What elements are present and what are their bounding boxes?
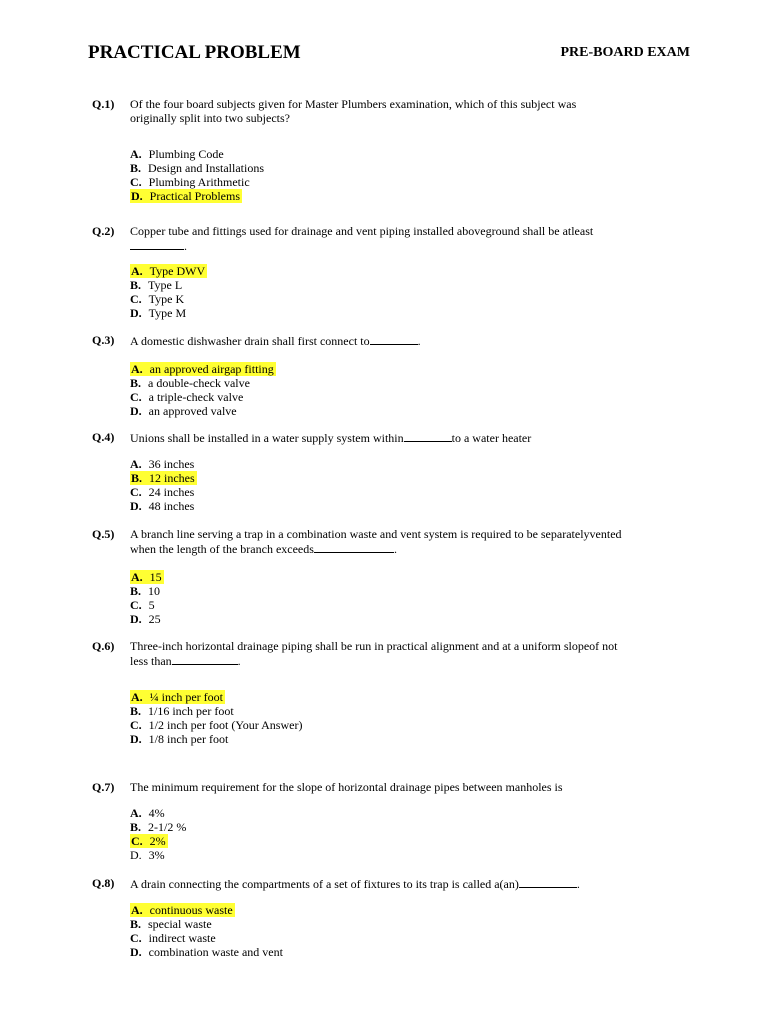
answer-options <box>130 903 652 959</box>
option-c-correct[interactable]: C. 2% <box>131 834 166 848</box>
question-5 <box>92 527 652 626</box>
question-text-line: less than . <box>130 654 241 668</box>
answer-blank <box>370 333 418 345</box>
option-d-correct[interactable]: D. Practical Problems <box>131 189 240 203</box>
answer-options <box>130 264 652 320</box>
question-text: Unions shall be installed in a water supply system within to a water heater <box>130 431 532 445</box>
question-1 <box>92 97 652 203</box>
option-a[interactable]: A. 4% <box>130 806 165 820</box>
answer-blank <box>404 430 452 442</box>
question-text <box>130 527 652 556</box>
question-4 <box>92 430 652 513</box>
question-number: Q.6) <box>92 639 115 653</box>
question-text-line: Of the four board subjects given for Master Plumbers examination, which of this subject was <box>130 97 577 111</box>
question-text <box>130 224 652 253</box>
option-a[interactable]: A. 36 inches <box>130 457 195 471</box>
answer-options <box>130 147 652 203</box>
option-b[interactable]: B. Type L <box>130 278 183 292</box>
question-text-line: Three-inch horizontal drainage piping shall be run in practical alignment and at a uniform slopeof not <box>130 639 618 653</box>
question-number: Q.7) <box>92 780 115 794</box>
question-text: A drain connecting the compartments of a set of fixtures to its trap is called a(an) . <box>130 877 580 891</box>
option-a-correct[interactable]: A. continuous waste <box>131 903 233 917</box>
option-d[interactable]: D. 3% <box>130 848 165 862</box>
question-6 <box>92 639 652 746</box>
option-d[interactable]: D. an approved valve <box>130 404 237 418</box>
answer-blank <box>130 238 184 250</box>
question-number: Q.5) <box>92 527 115 541</box>
option-c[interactable]: C. 5 <box>130 598 155 612</box>
page-title: PRACTICAL PROBLEM <box>88 42 301 63</box>
question-number: Q.3) <box>92 333 115 347</box>
option-d[interactable]: D. combination waste and vent <box>130 945 283 959</box>
option-b[interactable]: B. 10 <box>130 584 161 598</box>
question-text <box>130 97 652 125</box>
question-3 <box>92 333 652 418</box>
option-d[interactable]: D. Type M <box>130 306 187 320</box>
exam-label: PRE-BOARD EXAM <box>560 45 690 60</box>
question-text-line: . <box>130 238 652 253</box>
answer-blank <box>172 653 238 665</box>
option-c[interactable]: C. 24 inches <box>130 485 195 499</box>
answer-options <box>130 806 652 862</box>
option-a-correct[interactable]: A. Type DWV <box>131 264 206 278</box>
question-text-line: A branch line serving a trap in a combination waste and vent system is required to be separatelyvented <box>130 527 622 541</box>
option-b[interactable]: B. 1/16 inch per foot <box>130 704 234 718</box>
question-number: Q.2) <box>92 224 115 238</box>
question-2 <box>92 224 652 320</box>
answer-options <box>130 690 652 746</box>
answer-options <box>130 457 652 513</box>
option-a-correct[interactable]: A. ¼ inch per foot <box>131 690 223 704</box>
option-c[interactable]: C. Type K <box>130 292 185 306</box>
option-c[interactable]: C. a triple-check valve <box>130 390 244 404</box>
option-c[interactable]: C. indirect waste <box>130 931 216 945</box>
option-a-correct[interactable]: A. an approved airgap fitting <box>131 362 274 376</box>
answer-blank <box>519 876 577 888</box>
option-a-correct[interactable]: A. 15 <box>131 570 162 584</box>
option-c-your-answer[interactable]: C. 1/2 inch per foot (Your Answer) <box>130 718 303 732</box>
question-8 <box>92 876 652 959</box>
option-b[interactable]: B. a double-check valve <box>130 376 250 390</box>
option-b[interactable]: B. special waste <box>130 917 212 931</box>
answer-blank <box>314 541 394 553</box>
question-text: A domestic dishwasher drain shall first connect to . <box>130 334 421 348</box>
option-a[interactable]: A. Plumbing Code <box>130 147 224 161</box>
question-number: Q.4) <box>92 430 115 444</box>
option-b[interactable]: B. Design and Installations <box>130 161 264 175</box>
question-7 <box>92 780 652 862</box>
answer-options <box>130 570 652 626</box>
question-number: Q.1) <box>92 97 115 111</box>
option-c[interactable]: C. Plumbing Arithmetic <box>130 175 250 189</box>
question-text-line: originally split into two subjects? <box>130 111 290 125</box>
question-number: Q.8) <box>92 876 115 890</box>
question-text <box>130 639 652 668</box>
question-text: The minimum requirement for the slope of horizontal drainage pipes between manholes is <box>130 780 563 794</box>
option-b-correct[interactable]: B. 12 inches <box>131 471 195 485</box>
question-text-line: when the length of the branch exceeds . <box>130 542 397 556</box>
answer-options <box>130 362 652 418</box>
question-text-line: Copper tube and fittings used for drainage and vent piping installed aboveground shall be atleast <box>130 224 594 238</box>
option-d[interactable]: D. 48 inches <box>130 499 195 513</box>
option-d[interactable]: D. 1/8 inch per foot <box>130 732 229 746</box>
option-d[interactable]: D. 25 <box>130 612 161 626</box>
option-b[interactable]: B. 2-1/2 % <box>130 820 187 834</box>
